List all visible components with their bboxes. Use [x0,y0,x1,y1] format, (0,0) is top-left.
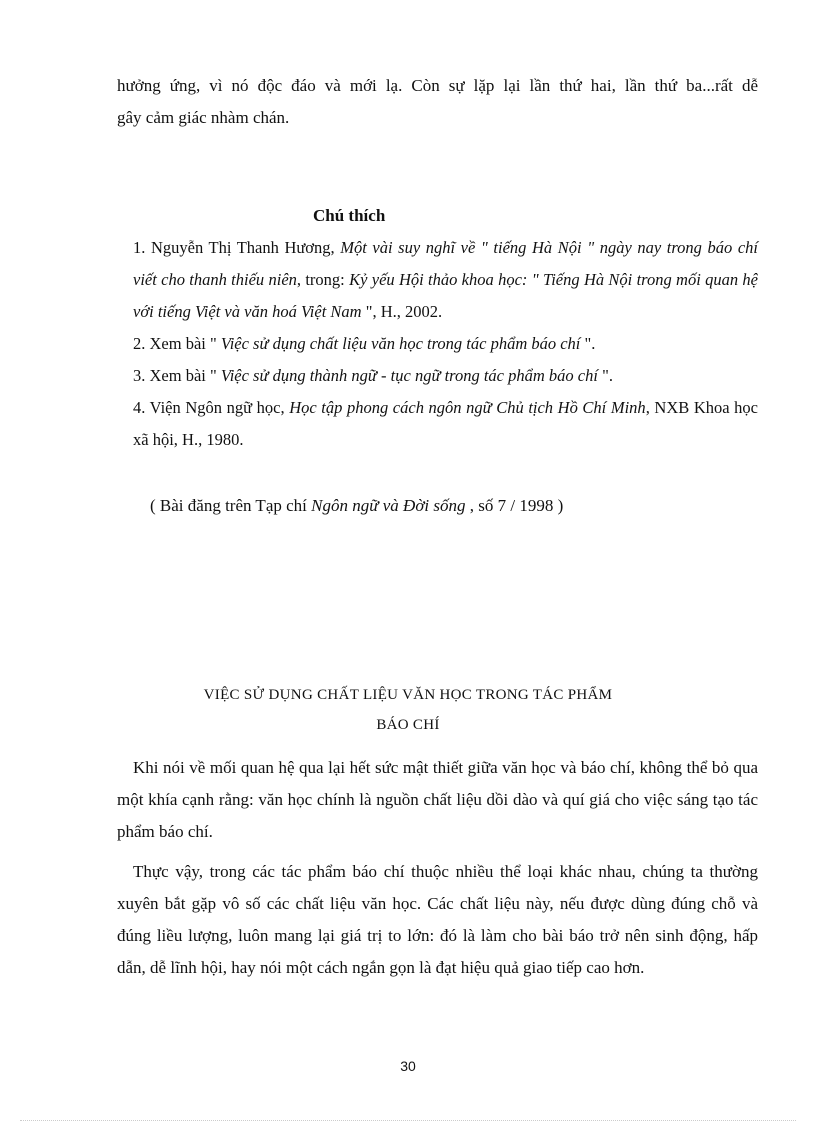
note-4-title: Học tập phong cách ngôn ngữ Chủ tịch Hồ Chí Minh [289,398,646,417]
article-paragraph-2 [117,856,758,984]
note-item-3 [117,360,758,392]
note-3-title: Việc sử dụng thành ngữ - tục ngữ trong tác phẩm báo chí [220,366,598,385]
note-1-title: Một vài suy nghĩ về " tiếng Hà Nội " ngày nay trong báo chí viết cho thanh thiếu niên [133,238,759,289]
note-3-suffix: ". [597,366,613,385]
source-suffix: , số 7 / 1998 ) [465,496,564,515]
note-2-prefix: 2. Xem bài " [133,334,221,353]
note-1-mid: , trong: [296,270,350,289]
note-2-suffix: ". [580,334,596,353]
publication-source [150,491,563,521]
article-paragraph-1-text: Khi nói về mối quan hệ qua lại hết sức mật thiết giữa văn học và báo chí, không thể bỏ qua một khía cạnh rằng: văn học chính là nguồn chất liệu dồi dào và quí giá cho việc sáng tạo tác phẩm báo chí. [117,758,758,841]
note-4-author: 4. Viện Ngôn ngữ học, [133,398,290,417]
source-journal: Ngôn ngữ và Đời sống [311,496,466,515]
article-paragraph-2-text: Thực vậy, trong các tác phẩm báo chí thuộc nhiều thể loại khác nhau, chúng ta thường xuyên bắt gặp vô số các chất liệu văn học. Các chất liệu này, nếu được dùng đúng chỗ và đúng liều lượng, luôn mang lại giá trị to lớn: đó là làm cho bài báo trở nên sinh động, hấp dẫn, dễ lĩnh hội, hay nói một cách ngắn gọn là đạt hiệu quả giao tiếp cao hơn. [117,862,758,977]
notes-heading: Chú thích [313,206,386,225]
note-1-suffix: ", H., 2002. [361,302,443,321]
note-item-1 [117,232,758,328]
source-prefix: ( Bài đăng trên Tạp chí [150,496,312,515]
continued-paragraph [117,70,758,134]
continued-line-2: gây cảm giác nhàm chán. [117,108,290,127]
page-number: 30 [400,1058,416,1074]
note-1-author: 1. Nguyễn Thị Thanh Hương, [133,238,341,257]
article-paragraph-1 [117,752,758,848]
note-3-prefix: 3. Xem bài " [133,366,221,385]
article-title-line-1: VIỆC SỬ DỤNG CHẤT LIỆU VĂN HỌC TRONG TÁC PHẨM [203,687,613,703]
footer-divider [20,1120,796,1121]
note-item-2 [117,328,758,360]
note-2-title: Việc sử dụng chất liệu văn học trong tác phẩm báo chí [220,334,581,353]
note-item-4 [117,392,758,456]
continued-line-1: hưởng ứng, vì nó độc đáo và mới lạ. Còn sự lặp lại lần thứ hai, lần thứ ba...rất dễ [117,76,758,95]
note-4-suffix: , NXB Khoa học xã hội, H., 1980. [133,398,758,449]
article-title-line-2: BÁO CHÍ [376,717,440,733]
note-1-source: Kỷ yếu Hội thảo khoa học: " Tiếng Hà Nội trong mối quan hệ với tiếng Việt và văn hoá Việt Nam [133,270,759,321]
notes-list [117,232,758,456]
